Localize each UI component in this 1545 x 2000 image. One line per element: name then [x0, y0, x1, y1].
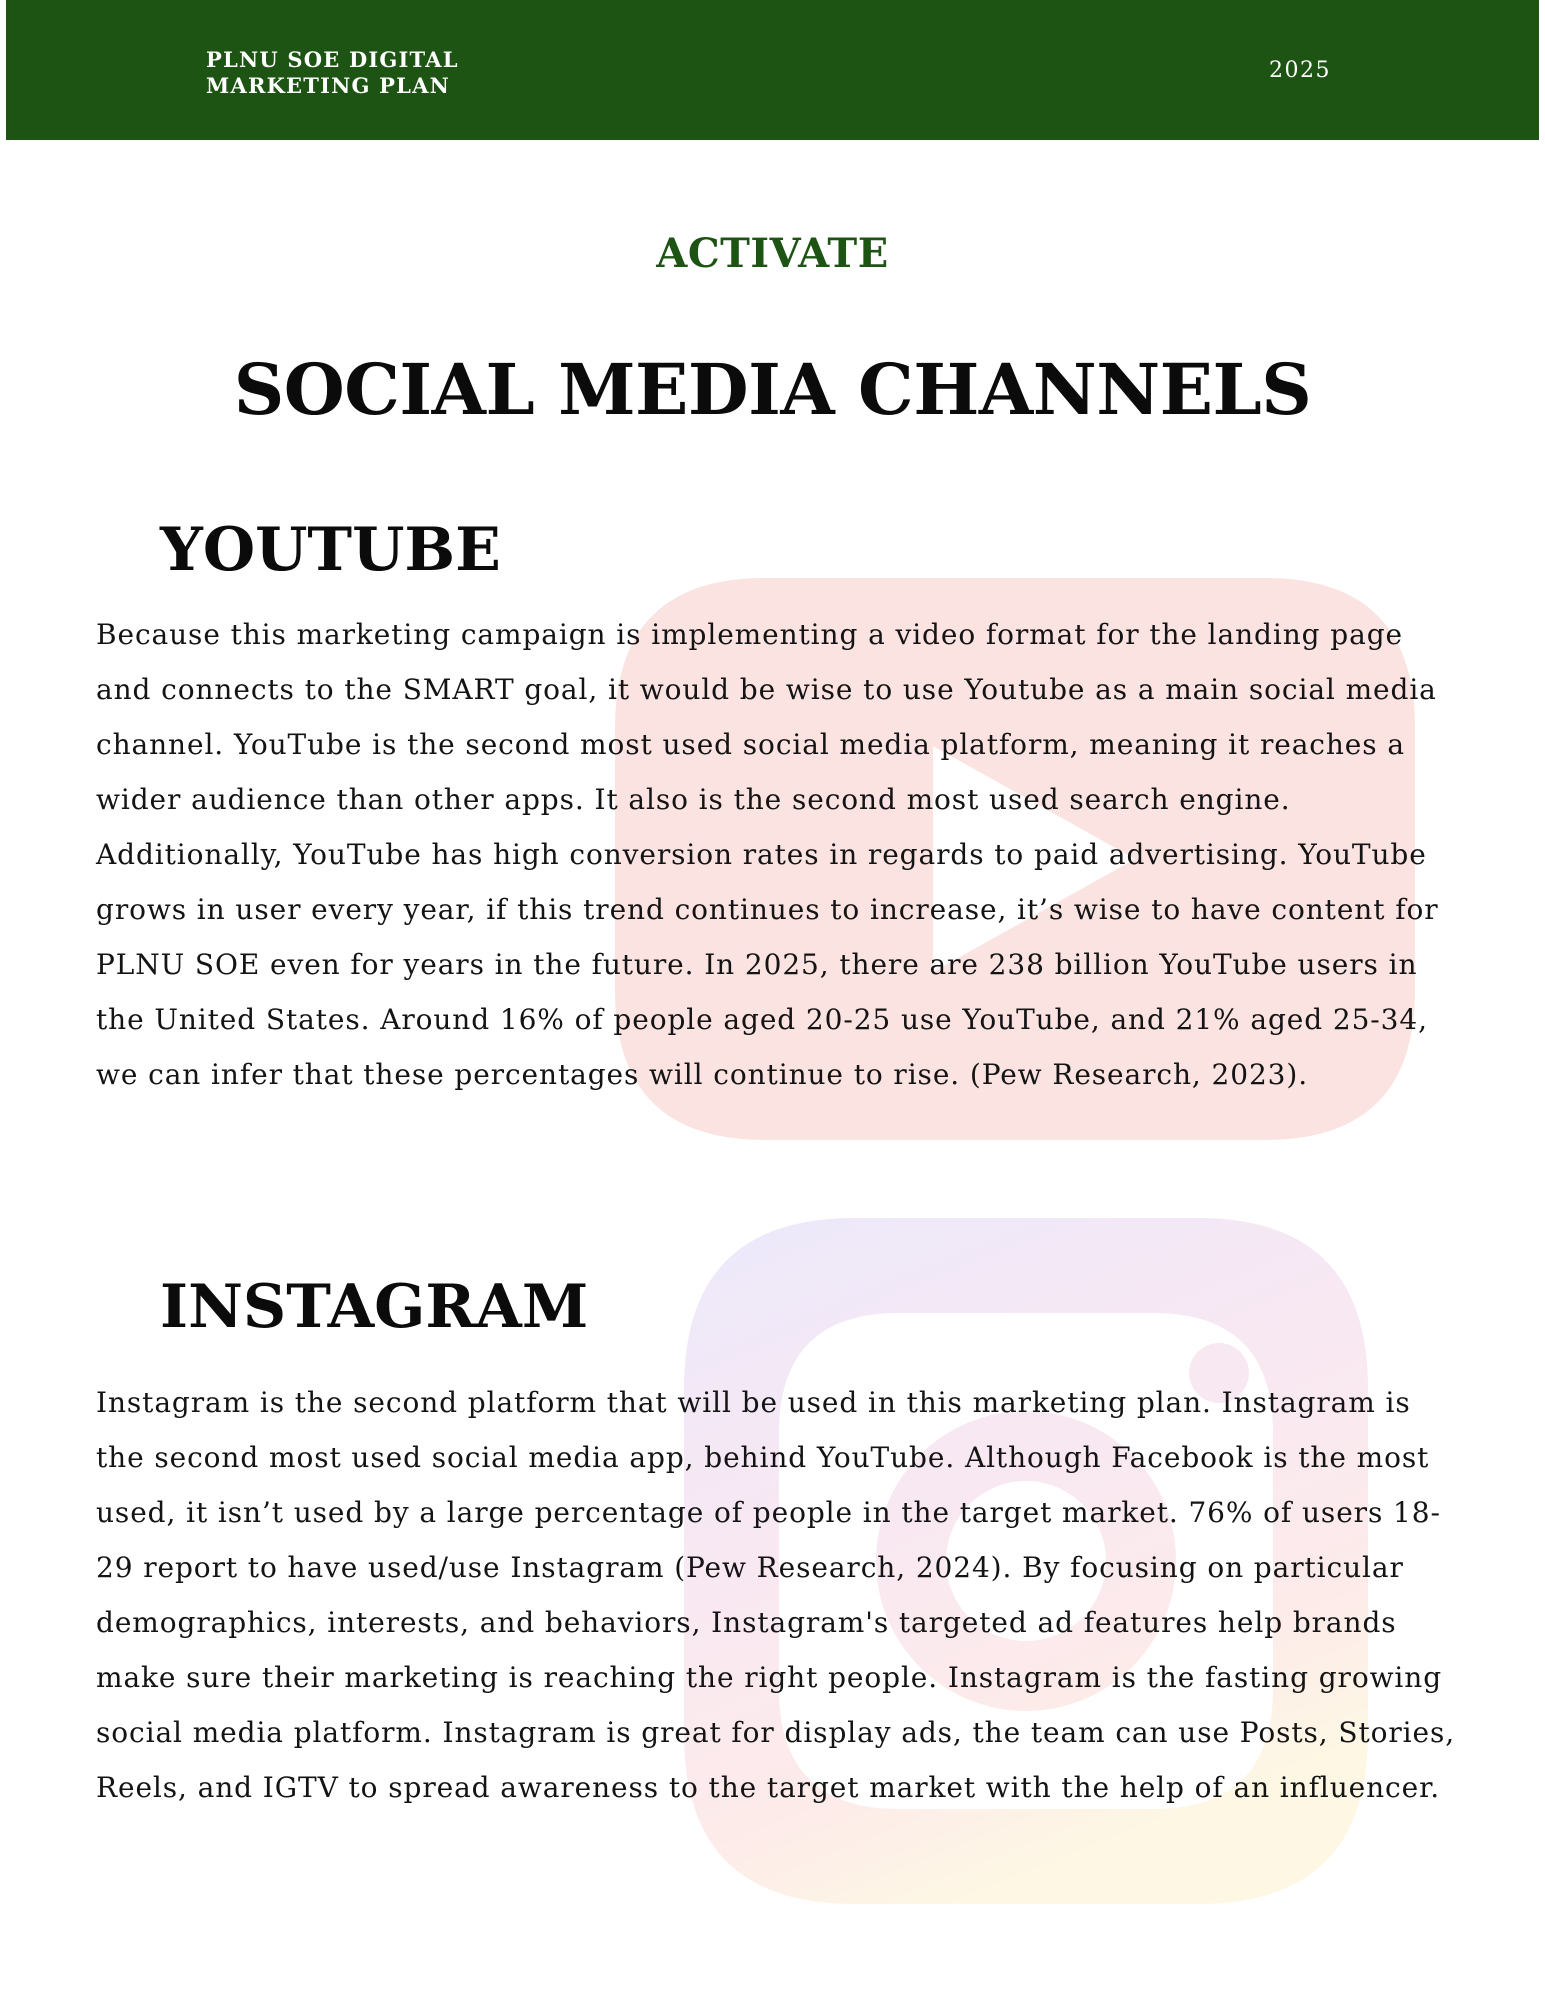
header-title — [206, 47, 459, 99]
youtube-paragraph: Because this marketing campaign is implementing a video format for the landing page and connects to the SMART goal, it would be wise to use Youtube as a main social media channel. YouTube is the second most used social media platform, meaning it reaches a wider audience than other apps. It also is the second most used search engine. Additionally, YouTube has high conversion rates in regards to paid advertising. YouTube grows in user every year, if this trend continues to increase, it’s wise to have content for PLNU SOE even for years in the future. In 2025, there are 238 billion YouTube users in the United States. Around 16% of people aged 20-25 use YouTube, and 21% aged 25-34, we can infer that these percentages will continue to rise. (Pew Research, 2023). — [96, 618, 1439, 1091]
header-year: 2025 — [1269, 58, 1331, 83]
instagram-heading: INSTAGRAM — [160, 1272, 589, 1342]
header-title-line2: MARKETING PLAN — [206, 73, 450, 98]
youtube-heading: YOUTUBE — [160, 515, 501, 585]
page-title: SOCIAL MEDIA CHANNELS — [233, 348, 1312, 431]
header-title-line1: PLNU SOE DIGITAL — [206, 47, 459, 72]
instagram-paragraph: Instagram is the second platform that will be used in this marketing plan. Instagram is the second most used social media app, behind YouTube. Although Facebook is the most used, it isn’t used by a large percentage of people in the target market. 76% of users 18-29 report to have used/use Instagram (Pew Research, 2024). By focusing on particular demographics, interests, and behaviors, Instagram's targeted ad features help brands make sure their marketing is reaching the right people. Instagram is the fasting growing social media platform. Instagram is great for display ads, the team can use Posts, Stories, Reels, and IGTV to spread awareness to the target market with the help of an influencer. — [96, 1386, 1456, 1804]
header-bar — [6, 0, 1539, 140]
section-label: ACTIVATE — [656, 230, 889, 277]
